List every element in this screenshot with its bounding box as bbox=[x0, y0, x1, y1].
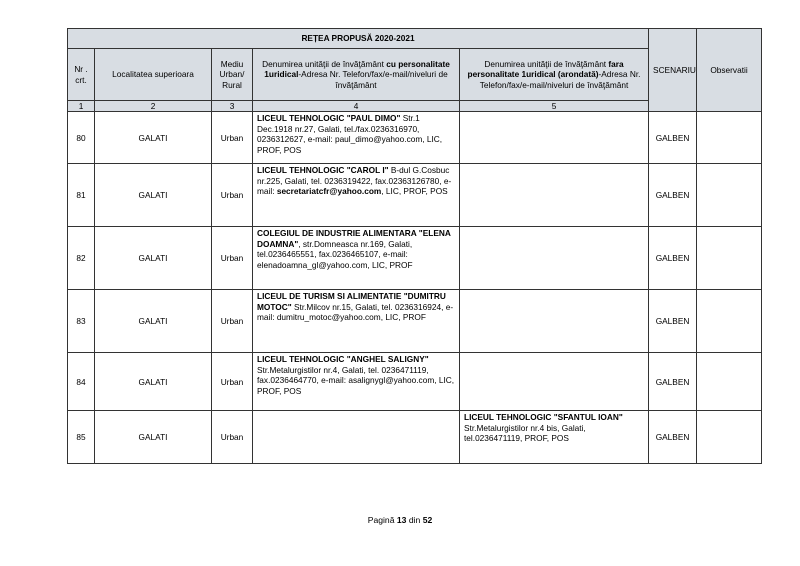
row-scenariu: GALBEN bbox=[649, 164, 697, 227]
row-localitate: GALATI bbox=[95, 353, 212, 411]
row-unit-with-pj: LICEUL TEHNOLOGIC "PAUL DIMO" Str.1 Dec.1918 nr.27, Galati, tel./fax.0236316970, 0236312627, e-mail: paul_dimo@yahoo.com, LIC, PROF, POS bbox=[253, 112, 460, 164]
row-unit-without-pj bbox=[460, 164, 649, 227]
row-scenariu: GALBEN bbox=[649, 112, 697, 164]
table-title: REȚEA PROPUSĂ 2020-2021 bbox=[68, 29, 649, 49]
row-unit-without-pj bbox=[460, 227, 649, 290]
table-row bbox=[68, 112, 762, 164]
row-unit-with-pj: LICEUL TEHNOLOGIC "ANGHEL SALIGNY" Str.Metalurgistilor nr.4, Galati, tel. 0236471119, fax.0236464770, e-mail: asalignygl@yahoo.com, LIC, PROF, POS bbox=[253, 353, 460, 411]
row-scenariu: GALBEN bbox=[649, 411, 697, 464]
row-nr: 80 bbox=[68, 112, 95, 164]
table-row bbox=[68, 164, 762, 227]
row-localitate: GALATI bbox=[95, 290, 212, 353]
row-mediu: Urban bbox=[212, 411, 253, 464]
header-observatii: Observatii bbox=[697, 29, 762, 112]
table-row bbox=[68, 227, 762, 290]
row-unit-with-pj: COLEGIUL DE INDUSTRIE ALIMENTARA "ELENA DOAMNA", str.Domneasca nr.169, Galati, tel.0236465551, fax.0236465107, e-mail: elenadoamna_gl@yahoo.com, LIC, PROF bbox=[253, 227, 460, 290]
row-scenariu: GALBEN bbox=[649, 227, 697, 290]
col-number: 5 bbox=[460, 101, 649, 112]
header-cu-pj: Denumirea unităţii de învăţământ cu personalitate 1uridical-Adresa Nr. Telefon/fax/e-mail/niveluri de învăţământ bbox=[253, 49, 460, 101]
row-nr: 85 bbox=[68, 411, 95, 464]
header-mediu: Mediu Urban/ Rural bbox=[212, 49, 253, 101]
row-localitate: GALATI bbox=[95, 112, 212, 164]
row-unit-with-pj: LICEUL DE TURISM SI ALIMENTATIE "DUMITRU MOTOC" Str.Milcov nr.15, Galati, tel. 0236316924, e-mail: dumitru_motoc@yahoo.com, LIC, PROF bbox=[253, 290, 460, 353]
row-mediu: Urban bbox=[212, 353, 253, 411]
page-footer: Pagină 13 din 52 bbox=[367, 515, 433, 525]
table-row bbox=[68, 411, 762, 464]
total-pages: 52 bbox=[422, 515, 433, 525]
row-localitate: GALATI bbox=[95, 227, 212, 290]
row-nr: 84 bbox=[68, 353, 95, 411]
row-mediu: Urban bbox=[212, 164, 253, 227]
row-localitate: GALATI bbox=[95, 164, 212, 227]
row-observatii bbox=[697, 164, 762, 227]
row-observatii bbox=[697, 411, 762, 464]
header-scenariu: SCENARIU bbox=[649, 29, 697, 112]
school-network-table bbox=[67, 28, 762, 464]
row-observatii bbox=[697, 353, 762, 411]
header-fara-pj: Denumirea unităţii de învăţământ fara personalitate 1uridical (arondată)-Adresa Nr. Telefon/fax/e-mail/niveluri de învăţământ bbox=[460, 49, 649, 101]
col-number: 4 bbox=[253, 101, 460, 112]
row-mediu: Urban bbox=[212, 227, 253, 290]
header-localitate: Localitatea superioara bbox=[95, 49, 212, 101]
row-unit-without-pj bbox=[460, 353, 649, 411]
row-observatii bbox=[697, 227, 762, 290]
header-nr: Nr . crt. bbox=[68, 49, 95, 101]
row-unit-without-pj: LICEUL TEHNOLOGIC "SFANTUL IOAN" Str.Metalurgistilor nr.4 bis, Galati, tel.0236471119, PROF, POS bbox=[460, 411, 649, 464]
col-number: 1 bbox=[68, 101, 95, 112]
table-row bbox=[68, 353, 762, 411]
row-unit-without-pj bbox=[460, 112, 649, 164]
row-scenariu: GALBEN bbox=[649, 290, 697, 353]
row-observatii bbox=[697, 290, 762, 353]
col-number: 2 bbox=[95, 101, 212, 112]
row-unit-without-pj bbox=[460, 290, 649, 353]
table-row bbox=[68, 290, 762, 353]
row-unit-with-pj bbox=[253, 411, 460, 464]
row-scenariu: GALBEN bbox=[649, 353, 697, 411]
row-nr: 81 bbox=[68, 164, 95, 227]
row-observatii bbox=[697, 112, 762, 164]
row-nr: 82 bbox=[68, 227, 95, 290]
row-nr: 83 bbox=[68, 290, 95, 353]
row-localitate: GALATI bbox=[95, 411, 212, 464]
row-mediu: Urban bbox=[212, 290, 253, 353]
current-page: 13 bbox=[396, 515, 407, 525]
col-number: 3 bbox=[212, 101, 253, 112]
row-mediu: Urban bbox=[212, 112, 253, 164]
row-unit-with-pj: LICEUL TEHNOLOGIC "CAROL I" B-dul G.Cosbuc nr.225, Galati, tel. 0236319422, fax.02363126780, e-mail: secretariatcfr@yahoo.com, LIC, PROF, POS bbox=[253, 164, 460, 227]
